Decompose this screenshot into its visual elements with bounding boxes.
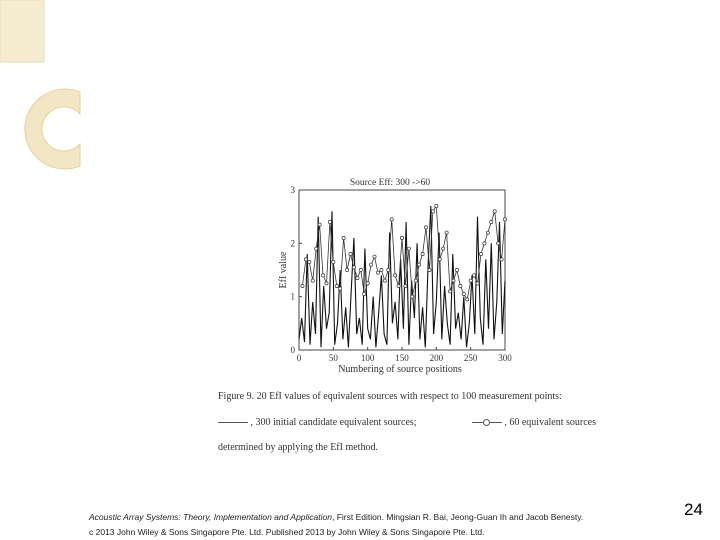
- y-axis-label: EfI value: [278, 251, 289, 289]
- data-point-marker: [301, 284, 304, 287]
- legend-circle-line-icon: [472, 422, 502, 423]
- data-point-marker: [404, 284, 407, 287]
- deco-ring: [25, 89, 80, 169]
- y-tick-label: 0: [290, 345, 295, 355]
- data-point-marker: [407, 247, 410, 250]
- data-point-marker: [486, 231, 489, 234]
- data-point-marker: [311, 279, 314, 282]
- data-point-marker: [469, 279, 472, 282]
- x-tick-label: 250: [463, 353, 478, 363]
- figure-caption-line3: determined by applying the EfI method.: [218, 442, 378, 453]
- data-point-marker: [400, 236, 403, 239]
- data-point-marker: [462, 292, 465, 295]
- legend-item-equivalent: [472, 417, 596, 428]
- data-point-marker: [414, 279, 417, 282]
- data-point-marker: [411, 295, 414, 298]
- data-point-marker: [387, 268, 390, 271]
- data-point-marker: [356, 276, 359, 279]
- data-point-marker: [493, 210, 496, 213]
- data-point-marker: [397, 284, 400, 287]
- series-layer: [299, 204, 507, 347]
- data-point-marker: [466, 298, 469, 301]
- data-point-marker: [363, 292, 366, 295]
- data-point-marker: [479, 252, 482, 255]
- efi-chart: [270, 172, 520, 382]
- data-point-marker: [383, 279, 386, 282]
- data-point-marker: [418, 263, 421, 266]
- data-point-marker: [390, 218, 393, 221]
- data-point-marker: [373, 255, 376, 258]
- decorative-rings: [0, 0, 90, 175]
- data-point-marker: [318, 223, 321, 226]
- data-point-marker: [370, 263, 373, 266]
- data-point-marker: [431, 210, 434, 213]
- legend-line-icon: [218, 422, 248, 423]
- chart-title: Source Eff: 300 ->60: [349, 178, 431, 188]
- y-tick-label: 1: [290, 291, 295, 302]
- x-axis-label: Numbering of source positions: [338, 364, 462, 375]
- page-number: 24: [684, 500, 703, 519]
- data-point-marker: [459, 284, 462, 287]
- x-axis-ticks: [297, 347, 513, 363]
- data-point-marker: [376, 271, 379, 274]
- data-point-marker: [308, 260, 311, 263]
- x-tick-label: 0: [296, 353, 302, 363]
- data-point-marker: [359, 268, 362, 271]
- data-point-marker: [366, 282, 369, 285]
- data-point-marker: [497, 242, 500, 245]
- data-point-marker: [452, 279, 455, 282]
- book-authors: , First Edition. Mingsian R. Bai, Jeong-Guan Ih and Jacob Benesty.: [332, 512, 584, 522]
- data-point-marker: [394, 274, 397, 277]
- data-point-marker: [473, 274, 476, 277]
- data-point-marker: [438, 258, 441, 261]
- data-point-marker: [483, 242, 486, 245]
- data-point-marker: [342, 236, 345, 239]
- data-point-marker: [476, 282, 479, 285]
- data-point-marker: [448, 290, 451, 293]
- data-point-marker: [328, 220, 331, 223]
- data-point-marker: [332, 260, 335, 263]
- data-point-marker: [500, 258, 503, 261]
- data-point-marker: [321, 274, 324, 277]
- data-point-marker: [304, 258, 307, 261]
- data-point-marker: [349, 252, 352, 255]
- data-point-marker: [315, 247, 318, 250]
- data-point-marker: [424, 226, 427, 229]
- data-point-marker: [352, 266, 355, 269]
- data-point-marker: [345, 268, 348, 271]
- x-tick-label: 300: [498, 353, 512, 363]
- book-title: Acoustic Array Systems: Theory, Implementation and Application: [89, 512, 332, 522]
- copyright-notice: c 2013 John Wiley & Sons Singapore Pte. Ltd. Published 2013 by John Wiley & Sons Singapore Pte. Ltd.: [89, 527, 485, 537]
- data-point-marker: [339, 287, 342, 290]
- data-point-marker: [335, 284, 338, 287]
- data-point-marker: [503, 218, 506, 221]
- data-point-marker: [490, 220, 493, 223]
- legend-label-equivalent: , 60 equivalent sources: [504, 417, 596, 428]
- x-tick-label: 50: [328, 353, 338, 363]
- y-tick-label: 3: [290, 185, 295, 195]
- data-point-marker: [442, 247, 445, 250]
- data-point-marker: [455, 268, 458, 271]
- x-tick-label: 200: [429, 353, 444, 363]
- deco-square: [0, 0, 44, 62]
- legend-item-initial: [218, 417, 417, 428]
- x-tick-label: 150: [395, 353, 409, 363]
- data-point-marker: [421, 252, 424, 255]
- figure-caption-line1: Figure 9. 20 EfI values of equivalent sources with respect to 100 measurement points:: [218, 391, 562, 402]
- data-point-marker: [435, 204, 438, 207]
- data-point-marker: [428, 268, 431, 271]
- y-tick-label: 2: [290, 238, 295, 249]
- data-point-marker: [325, 282, 328, 285]
- figure-caption-line2: [218, 417, 596, 428]
- citation-footer: [89, 510, 689, 540]
- data-point-marker: [445, 231, 448, 234]
- x-tick-label: 100: [360, 353, 375, 363]
- data-point-marker: [380, 268, 383, 271]
- legend-label-initial: , 300 initial candidate equivalent sources;: [250, 417, 417, 428]
